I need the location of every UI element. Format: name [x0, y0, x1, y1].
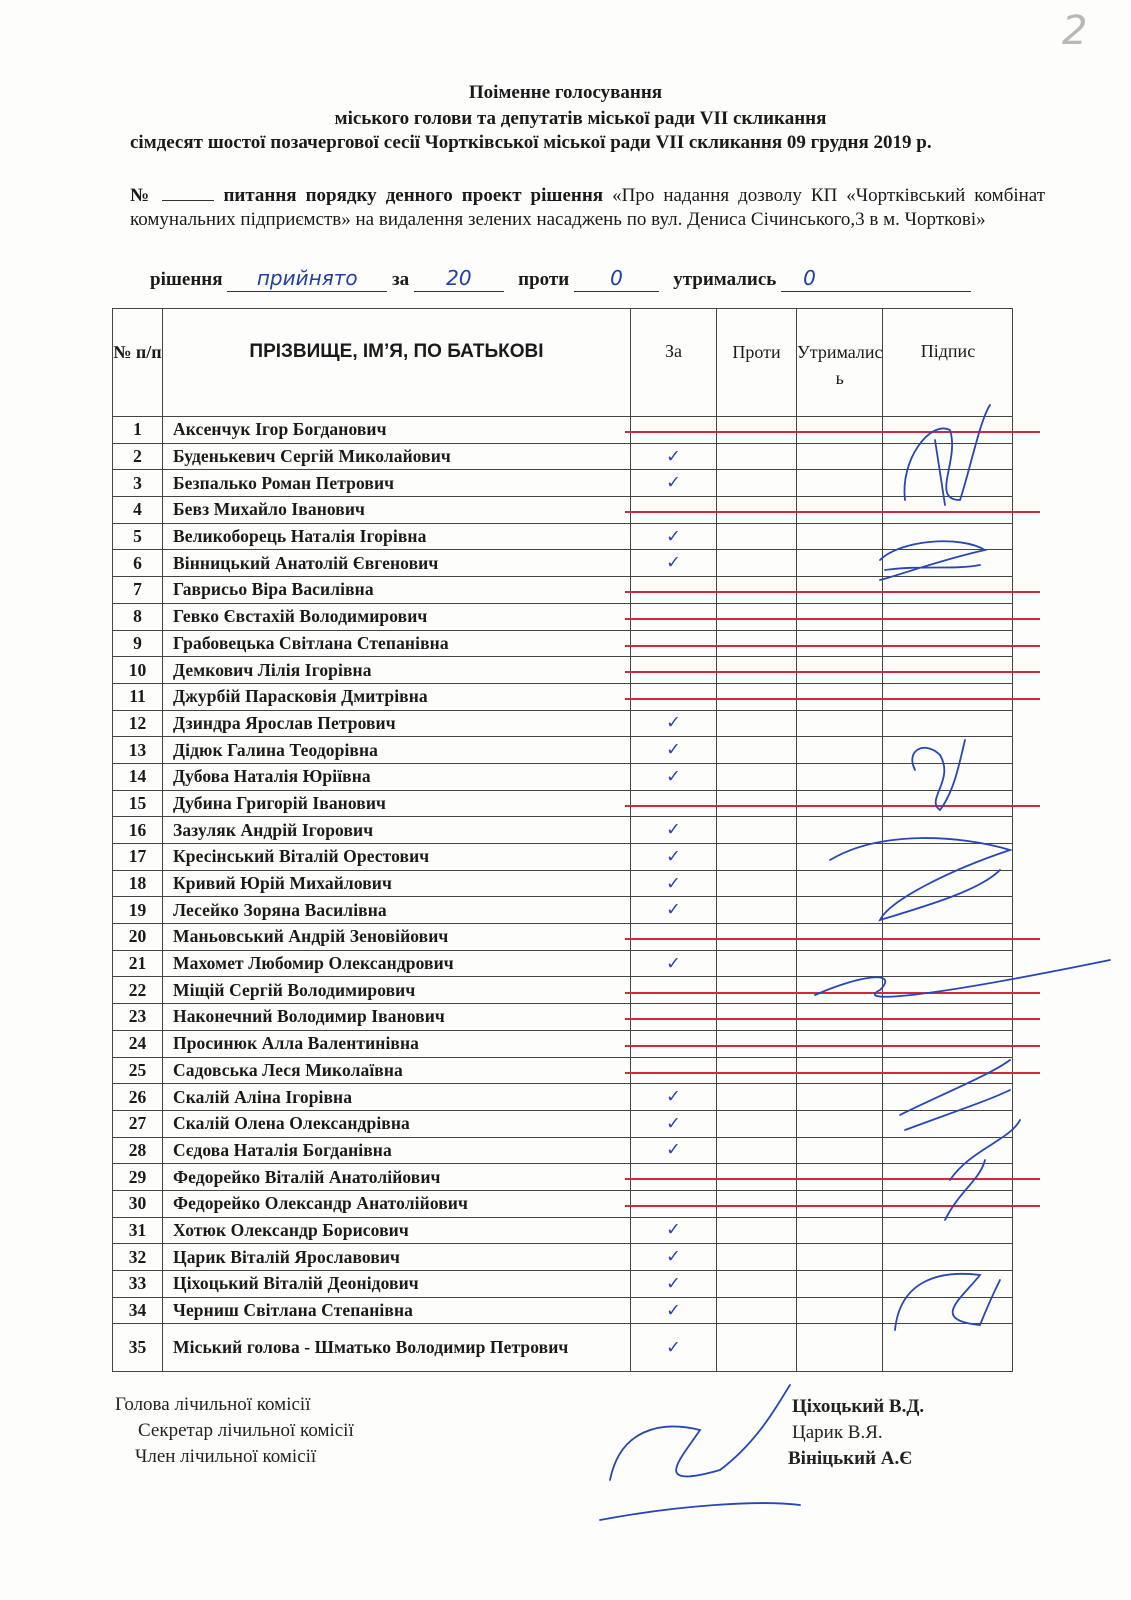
row-vote-abstain	[797, 550, 883, 577]
row-vote-against	[717, 497, 797, 524]
row-vote-for: ✓	[631, 443, 717, 470]
row-vote-for	[631, 417, 717, 444]
row-signature	[883, 657, 1013, 684]
against-label: проти	[518, 269, 570, 290]
row-signature	[883, 844, 1013, 871]
row-vote-abstain	[797, 737, 883, 764]
row-signature	[883, 417, 1013, 444]
against-count: 0	[610, 266, 623, 290]
table-row	[113, 1057, 1013, 1084]
row-name: Гаврисьо Віра Василівна	[163, 577, 631, 604]
row-vote-against	[717, 1244, 797, 1271]
absent-strike-line	[625, 1205, 1041, 1207]
agenda-question	[130, 184, 1045, 232]
row-vote-against	[717, 1190, 797, 1217]
row-number: 23	[113, 1004, 163, 1031]
row-vote-for: ✓	[631, 844, 717, 871]
table-row	[113, 1110, 1013, 1137]
row-signature	[883, 550, 1013, 577]
row-signature	[883, 710, 1013, 737]
row-number: 18	[113, 870, 163, 897]
row-vote-for: ✓	[631, 1084, 717, 1111]
row-number: 17	[113, 844, 163, 871]
row-number: 35	[113, 1324, 163, 1372]
row-vote-against	[717, 1297, 797, 1324]
row-name: Просинюк Алла Валентинівна	[163, 1030, 631, 1057]
row-vote-against	[717, 657, 797, 684]
table-row	[113, 924, 1013, 951]
row-number: 11	[113, 683, 163, 710]
row-name: Міський голова - Шматько Володимир Петрович	[163, 1324, 631, 1372]
row-signature	[883, 817, 1013, 844]
row-signature	[883, 683, 1013, 710]
row-vote-for	[631, 603, 717, 630]
row-name: Бевз Михайло Іванович	[163, 497, 631, 524]
table-row	[113, 550, 1013, 577]
row-vote-abstain	[797, 817, 883, 844]
absent-strike-line	[625, 511, 1041, 513]
row-number: 33	[113, 1271, 163, 1298]
table-row	[113, 1217, 1013, 1244]
row-vote-for	[631, 1030, 717, 1057]
row-number: 12	[113, 710, 163, 737]
row-name: Махомет Любомир Олександрович	[163, 950, 631, 977]
page-number: 2	[1062, 8, 1088, 54]
row-vote-for: ✓	[631, 817, 717, 844]
absent-strike-line	[625, 698, 1041, 700]
row-signature	[883, 1137, 1013, 1164]
row-vote-for	[631, 790, 717, 817]
row-vote-for: ✓	[631, 1324, 717, 1372]
table-row	[113, 1297, 1013, 1324]
row-vote-abstain	[797, 1271, 883, 1298]
row-name: Джурбій Парасковія Дмитрівна	[163, 683, 631, 710]
row-name: Садовська Леся Миколаївна	[163, 1057, 631, 1084]
table-row	[113, 1244, 1013, 1271]
absent-strike-line	[625, 938, 1041, 940]
row-number: 29	[113, 1164, 163, 1191]
row-vote-for: ✓	[631, 550, 717, 577]
row-vote-for: ✓	[631, 1297, 717, 1324]
table-row	[113, 870, 1013, 897]
row-name: Міщій Сергій Володимирович	[163, 977, 631, 1004]
row-signature	[883, 1057, 1013, 1084]
row-vote-abstain	[797, 897, 883, 924]
row-vote-abstain	[797, 683, 883, 710]
row-signature	[883, 763, 1013, 790]
table-row	[113, 1190, 1013, 1217]
row-vote-for	[631, 977, 717, 1004]
row-signature	[883, 977, 1013, 1004]
secretary-label: Секретар лічильної комісії	[138, 1420, 354, 1441]
row-number: 19	[113, 897, 163, 924]
row-vote-abstain	[797, 1030, 883, 1057]
header-for: За	[631, 309, 717, 417]
vote-table-header	[113, 309, 1013, 417]
row-vote-for: ✓	[631, 870, 717, 897]
absent-strike-line	[625, 671, 1041, 673]
row-vote-against	[717, 550, 797, 577]
table-row	[113, 683, 1013, 710]
header-signature: Підпис	[883, 309, 1013, 417]
header-num: № п/п	[113, 309, 163, 417]
session-line: сімдесят шостої позачергової сесії Чортківської міської ради VII скликання 09 грудня 2019 р.	[130, 132, 932, 153]
row-number: 24	[113, 1030, 163, 1057]
row-vote-against	[717, 1030, 797, 1057]
table-row	[113, 844, 1013, 871]
row-name: Сєдова Наталія Богданівна	[163, 1137, 631, 1164]
row-vote-against	[717, 1084, 797, 1111]
row-vote-for: ✓	[631, 1217, 717, 1244]
row-vote-against	[717, 1271, 797, 1298]
row-vote-against	[717, 710, 797, 737]
row-number: 28	[113, 1137, 163, 1164]
row-vote-abstain	[797, 1137, 883, 1164]
row-vote-abstain	[797, 523, 883, 550]
row-number: 8	[113, 603, 163, 630]
row-name: Скалій Аліна Ігорівна	[163, 1084, 631, 1111]
row-signature	[883, 1271, 1013, 1298]
secretary-name: Царик В.Я.	[792, 1422, 883, 1443]
chair-name: Ціхоцький В.Д.	[792, 1396, 925, 1417]
absent-strike-line	[625, 992, 1041, 994]
row-vote-for	[631, 497, 717, 524]
abstain-label: утримались	[673, 269, 777, 290]
row-signature	[883, 950, 1013, 977]
row-vote-against	[717, 1137, 797, 1164]
row-signature	[883, 924, 1013, 951]
row-vote-against	[717, 417, 797, 444]
row-number: 34	[113, 1297, 163, 1324]
row-signature	[883, 577, 1013, 604]
row-name: Маньовський Андрій Зеновійович	[163, 924, 631, 951]
table-row	[113, 417, 1013, 444]
table-row	[113, 657, 1013, 684]
row-vote-abstain	[797, 603, 883, 630]
table-row	[113, 977, 1013, 1004]
row-vote-abstain	[797, 1244, 883, 1271]
absent-strike-line	[625, 1178, 1041, 1180]
row-number: 26	[113, 1084, 163, 1111]
row-number: 5	[113, 523, 163, 550]
row-name: Дзиндра Ярослав Петрович	[163, 710, 631, 737]
row-number: 6	[113, 550, 163, 577]
chair-label: Голова лічильної комісії	[115, 1394, 311, 1415]
row-vote-for	[631, 630, 717, 657]
decision-line	[150, 266, 971, 292]
row-vote-against	[717, 950, 797, 977]
header-name: ПРІЗВИЩЕ, ІМ’Я, ПО БАТЬКОВІ	[163, 309, 631, 417]
row-name: Скалій Олена Олександрівна	[163, 1110, 631, 1137]
row-name: Федорейко Віталій Анатолійович	[163, 1164, 631, 1191]
row-name: Дубина Григорій Іванович	[163, 790, 631, 817]
row-number: 1	[113, 417, 163, 444]
row-name: Зазуляк Андрій Ігорович	[163, 817, 631, 844]
header-abstain: Утрималис ь	[797, 309, 883, 417]
row-vote-abstain	[797, 1324, 883, 1372]
table-row	[113, 470, 1013, 497]
row-signature	[883, 870, 1013, 897]
for-count: 20	[446, 266, 472, 290]
row-vote-abstain	[797, 950, 883, 977]
row-vote-against	[717, 870, 797, 897]
row-name: Наконечний Володимир Іванович	[163, 1004, 631, 1031]
row-signature	[883, 470, 1013, 497]
row-vote-abstain	[797, 577, 883, 604]
row-vote-abstain	[797, 1057, 883, 1084]
table-row	[113, 1084, 1013, 1111]
question-number-blank	[162, 200, 214, 201]
row-signature	[883, 737, 1013, 764]
row-vote-for: ✓	[631, 1137, 717, 1164]
row-vote-abstain	[797, 630, 883, 657]
row-vote-for: ✓	[631, 710, 717, 737]
row-number: 9	[113, 630, 163, 657]
row-number: 32	[113, 1244, 163, 1271]
table-row	[113, 790, 1013, 817]
vote-table	[112, 308, 1013, 1372]
row-vote-abstain	[797, 497, 883, 524]
row-vote-for	[631, 1057, 717, 1084]
table-row	[113, 897, 1013, 924]
table-row	[113, 1271, 1013, 1298]
row-number: 20	[113, 924, 163, 951]
row-name: Демкович Лілія Ігорівна	[163, 657, 631, 684]
row-signature	[883, 1244, 1013, 1271]
document-title: Поіменне голосування	[468, 82, 663, 103]
row-vote-abstain	[797, 763, 883, 790]
row-vote-abstain	[797, 1004, 883, 1031]
row-vote-against	[717, 790, 797, 817]
row-name: Дідюк Галина Теодорівна	[163, 737, 631, 764]
row-vote-abstain	[797, 417, 883, 444]
row-signature	[883, 603, 1013, 630]
row-name: Кресінський Віталій Орестович	[163, 844, 631, 871]
row-vote-abstain	[797, 977, 883, 1004]
row-signature	[883, 1164, 1013, 1191]
row-name: Аксенчук Ігор Богданович	[163, 417, 631, 444]
signature-scribble	[600, 1385, 800, 1520]
for-label: за	[392, 269, 410, 290]
row-number: 31	[113, 1217, 163, 1244]
row-vote-for: ✓	[631, 737, 717, 764]
row-vote-for: ✓	[631, 1110, 717, 1137]
table-row	[113, 1324, 1013, 1372]
row-vote-for	[631, 577, 717, 604]
document-subtitle: міського голови та депутатів міської ради VII скликання	[334, 108, 827, 129]
row-name: Вінницький Анатолій Євгенович	[163, 550, 631, 577]
row-signature	[883, 1004, 1013, 1031]
row-number: 21	[113, 950, 163, 977]
row-number: 30	[113, 1190, 163, 1217]
row-number: 27	[113, 1110, 163, 1137]
row-number: 16	[113, 817, 163, 844]
row-number: 7	[113, 577, 163, 604]
row-number: 4	[113, 497, 163, 524]
row-name: Великоборець Наталія Ігорівна	[163, 523, 631, 550]
row-vote-abstain	[797, 710, 883, 737]
row-signature	[883, 443, 1013, 470]
row-vote-against	[717, 1164, 797, 1191]
row-number: 22	[113, 977, 163, 1004]
row-vote-against	[717, 844, 797, 871]
row-vote-abstain	[797, 790, 883, 817]
row-signature	[883, 1030, 1013, 1057]
table-row	[113, 950, 1013, 977]
row-vote-for: ✓	[631, 897, 717, 924]
row-vote-for	[631, 683, 717, 710]
table-row	[113, 443, 1013, 470]
absent-strike-line	[625, 618, 1041, 620]
row-vote-against	[717, 924, 797, 951]
decision-value: прийнято	[256, 266, 358, 290]
row-number: 14	[113, 763, 163, 790]
absent-strike-line	[625, 1045, 1041, 1047]
row-number: 3	[113, 470, 163, 497]
row-vote-against	[717, 1004, 797, 1031]
table-row	[113, 577, 1013, 604]
row-vote-abstain	[797, 1110, 883, 1137]
row-vote-abstain	[797, 924, 883, 951]
row-vote-abstain	[797, 1164, 883, 1191]
question-text: «Про надання дозволу КП «Чортківський комбінат комунальних підприємств» на видалення зелених насаджень по вул. Дениса Січинського,3 в м. Чорткові»	[130, 185, 1046, 230]
row-number: 10	[113, 657, 163, 684]
row-signature	[883, 1084, 1013, 1111]
row-vote-against	[717, 523, 797, 550]
row-vote-abstain	[797, 1084, 883, 1111]
question-label: питання порядку денного проект рішення	[223, 185, 604, 206]
table-row	[113, 817, 1013, 844]
absent-strike-line	[625, 805, 1041, 807]
row-signature	[883, 1297, 1013, 1324]
row-signature	[883, 790, 1013, 817]
row-name: Хотюк Олександр Борисович	[163, 1217, 631, 1244]
row-vote-abstain	[797, 1190, 883, 1217]
row-name: Дубова Наталія Юріївна	[163, 763, 631, 790]
row-name: Лесейко Зоряна Василівна	[163, 897, 631, 924]
row-signature	[883, 1217, 1013, 1244]
row-signature	[883, 1324, 1013, 1372]
row-vote-for	[631, 924, 717, 951]
table-row	[113, 603, 1013, 630]
table-row	[113, 763, 1013, 790]
table-row	[113, 1030, 1013, 1057]
member-label: Член лічильної комісії	[135, 1446, 317, 1467]
absent-strike-line	[625, 591, 1041, 593]
absent-strike-line	[625, 645, 1041, 647]
row-signature	[883, 497, 1013, 524]
row-vote-abstain	[797, 470, 883, 497]
row-vote-for: ✓	[631, 1271, 717, 1298]
absent-strike-line	[625, 431, 1041, 433]
table-row	[113, 1137, 1013, 1164]
row-number: 2	[113, 443, 163, 470]
row-signature	[883, 523, 1013, 550]
row-number: 15	[113, 790, 163, 817]
row-vote-for	[631, 1164, 717, 1191]
row-vote-abstain	[797, 870, 883, 897]
row-signature	[883, 1110, 1013, 1137]
row-vote-for: ✓	[631, 470, 717, 497]
row-vote-against	[717, 1110, 797, 1137]
vote-table-body	[113, 417, 1013, 1372]
row-vote-against	[717, 977, 797, 1004]
row-name: Федорейко Олександр Анатолійович	[163, 1190, 631, 1217]
row-vote-against	[717, 1324, 797, 1372]
row-name: Безпалько Роман Петрович	[163, 470, 631, 497]
row-number: 25	[113, 1057, 163, 1084]
table-row	[113, 737, 1013, 764]
row-vote-against	[717, 737, 797, 764]
row-name: Буденькевич Сергій Миколайович	[163, 443, 631, 470]
decision-label: рішення	[150, 269, 223, 290]
row-vote-against	[717, 603, 797, 630]
table-row	[113, 1164, 1013, 1191]
row-vote-for: ✓	[631, 763, 717, 790]
question-number-label: №	[130, 185, 154, 206]
row-vote-against	[717, 630, 797, 657]
table-row	[113, 497, 1013, 524]
row-vote-for	[631, 657, 717, 684]
table-row	[113, 1004, 1013, 1031]
row-vote-for: ✓	[631, 950, 717, 977]
row-vote-abstain	[797, 1217, 883, 1244]
absent-strike-line	[625, 1018, 1041, 1020]
abstain-count: 0	[803, 266, 816, 290]
header-against: Проти	[717, 309, 797, 417]
row-vote-abstain	[797, 657, 883, 684]
row-number: 13	[113, 737, 163, 764]
row-vote-for	[631, 1004, 717, 1031]
row-vote-against	[717, 897, 797, 924]
row-name: Ціхоцький Віталій Деонідович	[163, 1271, 631, 1298]
row-vote-abstain	[797, 443, 883, 470]
row-name: Грабовецька Світлана Степанівна	[163, 630, 631, 657]
row-vote-abstain	[797, 844, 883, 871]
row-vote-against	[717, 470, 797, 497]
row-vote-against	[717, 1057, 797, 1084]
row-vote-against	[717, 577, 797, 604]
table-row	[113, 710, 1013, 737]
row-vote-for: ✓	[631, 1244, 717, 1271]
absent-strike-line	[625, 1072, 1041, 1074]
table-row	[113, 523, 1013, 550]
row-vote-against	[717, 1217, 797, 1244]
row-vote-against	[717, 443, 797, 470]
row-name: Черниш Світлана Степанівна	[163, 1297, 631, 1324]
row-vote-for	[631, 1190, 717, 1217]
row-name: Кривий Юрій Михайлович	[163, 870, 631, 897]
member-name: Вініцький А.Є	[788, 1448, 913, 1469]
row-vote-against	[717, 763, 797, 790]
row-signature	[883, 630, 1013, 657]
row-vote-for: ✓	[631, 523, 717, 550]
row-vote-against	[717, 683, 797, 710]
row-name: Гевко Євстахій Володимирович	[163, 603, 631, 630]
table-row	[113, 630, 1013, 657]
row-name: Царик Віталій Ярославович	[163, 1244, 631, 1271]
row-signature	[883, 1190, 1013, 1217]
row-vote-abstain	[797, 1297, 883, 1324]
row-signature	[883, 897, 1013, 924]
row-vote-against	[717, 817, 797, 844]
